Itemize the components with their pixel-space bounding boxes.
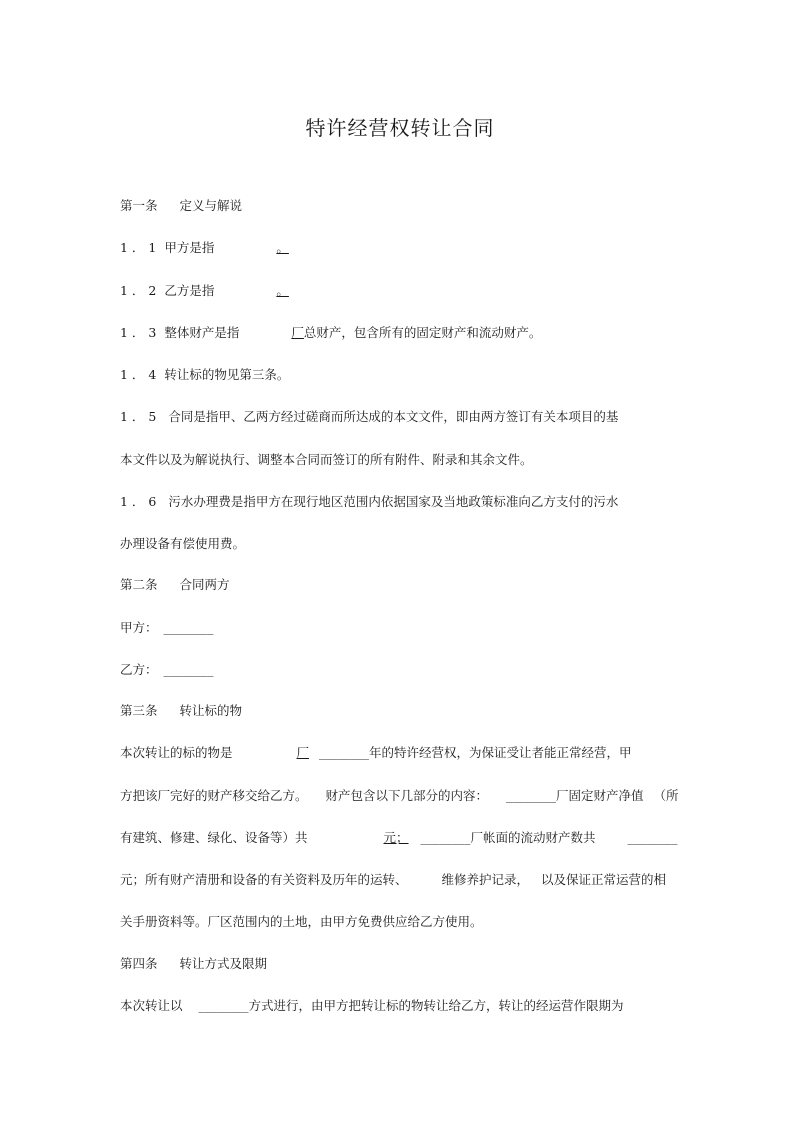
text-segment: ________年的特许经营权，为保证受让者能正常经营，甲 [319,745,632,760]
article-3-heading [120,703,242,719]
article-number: 第四条 [120,956,158,971]
blank-mark: 元； [383,830,409,845]
blank-mark: 厂 [291,325,304,340]
party-a-label: 甲方： [120,620,158,635]
article-3-paragraph-line-4 [120,872,666,888]
blank-mark: 。 [276,240,289,255]
text-segment: 维修养护记录， [441,872,530,887]
clause-1-6-continuation: 办理设备有偿使用费。 [120,536,246,551]
clause-1-6 [120,494,618,510]
text-segment: 方把该厂完好的财产移交给乙方。 [120,788,308,803]
text-segment: 财产包含以下几部分的内容： [325,788,489,803]
text-segment: ________厂固定财产净值 [506,788,644,803]
article-3-paragraph-line-3 [120,830,678,846]
clause-text: 合同是指甲、乙两方经过磋商而所达成的本文文件，即由两方签订有关本项目的基 [168,409,619,424]
clause-text: 转让标的物见第三条。 [164,367,290,382]
clause-number: 1 ． 1 [120,240,157,255]
clause-1-3 [120,325,541,341]
party-b-line [120,662,214,678]
party-b-blank: ________ [163,662,214,677]
article-1-heading [120,198,242,214]
blank-mark: 厂 [296,745,310,760]
blank: ________ [627,830,678,845]
clause-number: 1 ． 2 [120,283,157,298]
article-3-paragraph-line-5: 关手册资料等。厂区范围内的土地，由甲方免费供应给乙方使用。 [120,914,483,929]
party-a-blank: ________ [163,620,214,635]
party-b-label: 乙方： [120,662,158,677]
clause-1-1 [120,240,289,256]
article-4-paragraph-line-1 [120,998,624,1014]
clause-text: 甲方是指 [164,240,215,255]
document-title: 特许经营权转让合同 [305,116,495,140]
article-4-heading [120,956,267,972]
clause-text: 乙方是指 [164,283,215,298]
blank-mark: 。 [276,283,289,298]
article-number: 第二条 [120,577,158,592]
article-number: 第一条 [120,198,158,213]
text-segment: 以及保证正常运营的相 [541,872,667,887]
clause-number: 1 ． 4 [120,367,157,382]
article-title: 转让方式及限期 [179,956,268,971]
text-segment: （所 [653,788,679,803]
article-3-paragraph-line-1 [120,745,632,761]
clause-1-2 [120,283,289,299]
article-title: 合同两方 [179,577,230,592]
article-title: 转让标的物 [179,703,243,718]
clause-1-5 [120,409,618,425]
text-segment: ________厂帐面的流动财产数共 [420,830,596,845]
text-segment: 本次转让以 [120,998,183,1013]
article-number: 第三条 [120,703,158,718]
party-a-line [120,620,214,636]
clause-text: 污水办理费是指甲方在现行地区范围内依据国家及当地政策标准向乙方支付的污水 [168,494,619,509]
clause-number: 1 ． 3 [120,325,157,340]
article-title: 定义与解说 [179,198,243,213]
clause-number: 1 ． 5 [120,409,157,424]
article-2-heading [120,577,230,593]
clause-number: 1 ． 6 [120,494,157,509]
text-segment: ________方式进行，由甲方把转让标的物转让给乙方，转让的经运营作限期为 [198,998,624,1013]
clause-1-4 [120,367,289,383]
text-segment: 本次转让的标的物是 [120,745,233,760]
text-segment: 有建筑、修建、绿化、设备等）共 [120,830,308,845]
clause-text-rest: 总财产，包含所有的固定财产和流动财产。 [303,325,542,340]
article-3-paragraph-line-2 [120,788,679,804]
clause-text: 整体财产是指 [164,325,240,340]
text-segment: 元；所有财产清册和设备的有关资料及历年的运转、 [120,872,408,887]
clause-1-5-continuation: 本文件以及为解说执行、调整本合同而签订的所有附件、附录和其余文件。 [120,452,533,467]
